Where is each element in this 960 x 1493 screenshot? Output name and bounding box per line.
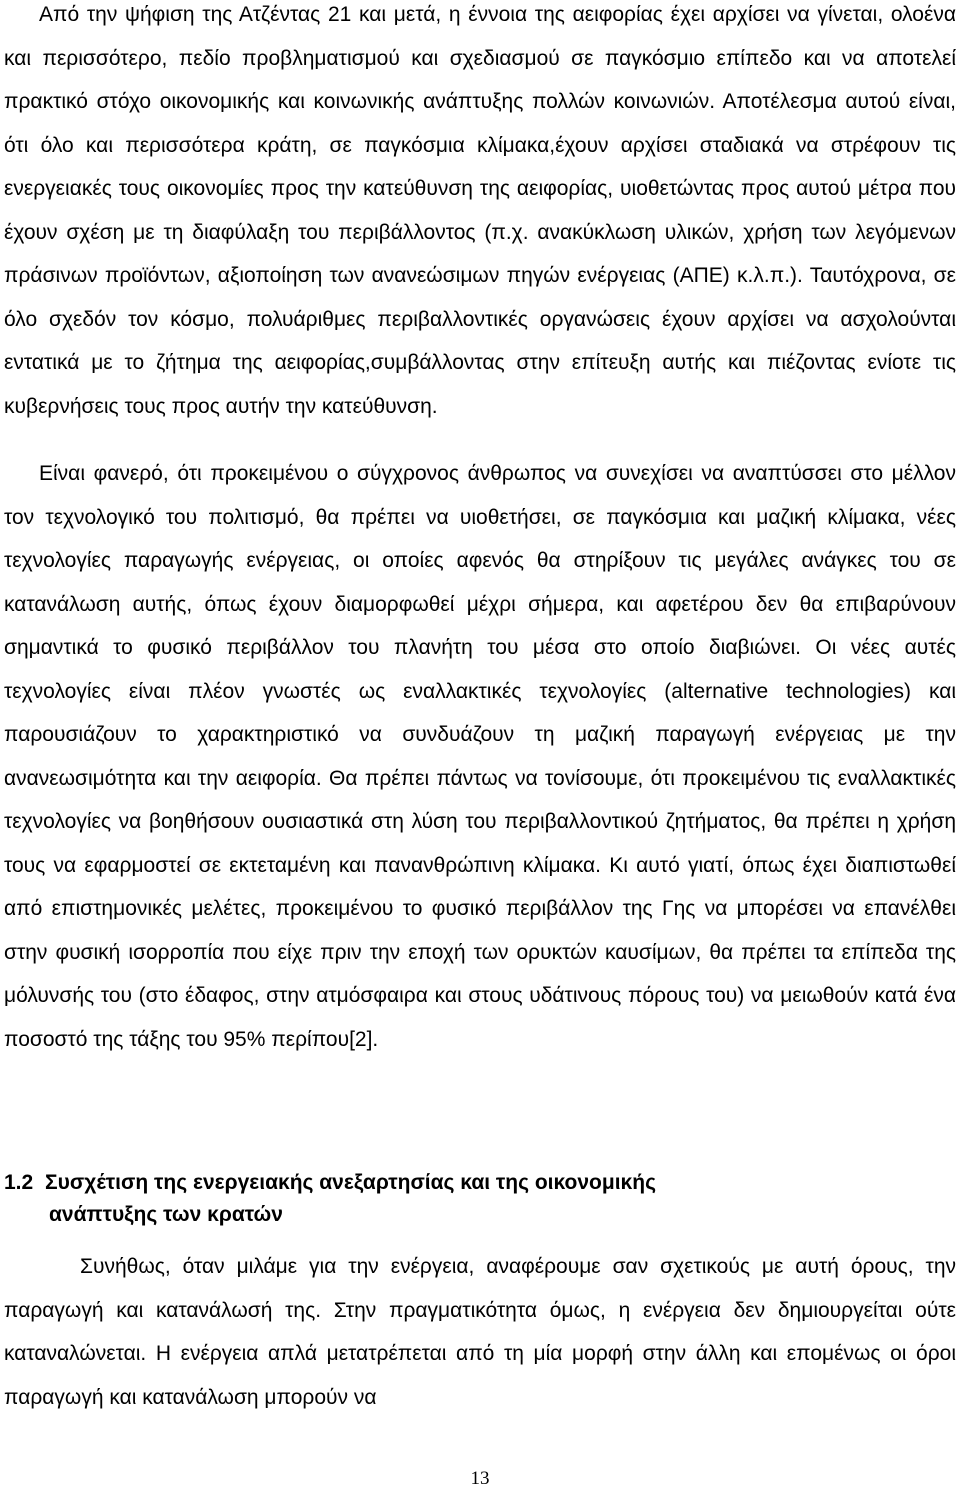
section-number: 1.2 [4, 1171, 34, 1194]
body-paragraph-energy-terms: Συνήθως, όταν μιλάμε για την ενέργεια, αναφέρουμε σαν σχετικούς με αυτή όρους, την παραγωγή και κατανάλωσή της. Στην πραγματικότητα όμως, η ενέργεια δεν δημιουργείται ούτε καταναλώνεται. Η ενέργεια απλά μετατρέπεται από τη μία μορφή στην άλλη και επομένως οι όροι παραγωγή και κατανάλωση μπορούν να [4, 1255, 956, 1409]
section-heading [4, 1167, 956, 1231]
page-number: 13 [470, 1468, 490, 1489]
body-paragraph-agenda21: Από την ψήφιση της Ατζέντας 21 και μετά, η έννοια της αειφορίας έχει αρχίσει να γίνεται, ολοένα και περισσότερο, πεδίο προβληματισμού και σχεδιασμού σε παγκόσμιο επίπεδο και να αποτελεί πρακτικό στόχο οικονομικής και κοινωνικής ανάπτυξης πολλών κοινωνιών. Αποτέλεσμα αυτού είναι, ότι όλο και περισσότερα κράτη, σε παγκόσμια κλίμακα,έχουν αρχίσει σταδιακά να στρέφουν τις ενεργειακές τους οικονομίες προς την κατεύθυνση της αειφορίας, υιοθετώντας προς αυτού μέτρα που έχουν σχέση με τη διαφύλαξη του περιβάλλοντος (π.χ. ανακύκλωση υλικών, χρήση των λεγόμενων πράσινων προϊόντων, αξιοποίηση των ανανεώσιμων πηγών ενέργειας (ΑΠΕ) κ.λ.π.). Ταυτόχρονα, σε όλο σχεδόν τον κόσμο, πολυάριθμες περιβαλλοντικές οργανώσεις έχουν αρχίσει να ασχολούνται εντατικά με το ζήτημα της αειφορίας,συμβάλλοντας στην επίτευξη αυτής και πιέζοντας ενίοτε τις κυβερνήσεις τους προς αυτήν την κατεύθυνση. [4, 3, 956, 418]
body-paragraph-alternative-technologies: Είναι φανερό, ότι προκειμένου ο σύγχρονος άνθρωπος να συνεχίσει να αναπτύσσει στο μέλλον τον τεχνολογικό του πολιτισμό, θα πρέπει να υιοθετήσει, σε παγκόσμια και μαζική κλίμακα, νέες τεχνολογίες παραγωγής ενέργειας, οι οποίες αφενός θα στηρίξουν τις μεγάλες ανάγκες του σε κατανάλωση αυτής, όπως έχουν διαμορφωθεί μέχρι σήμερα, και αφετέρου δεν θα επιβαρύνουν σημαντικά το φυσικό περιβάλλον του πλανήτη του μέσα στο οποίο διαβιώνει. Οι νέες αυτές τεχνολογίες είναι πλέον γνωστές ως εναλλακτικές τεχνολογίες (alternative technologies) και παρουσιάζουν το χαρακτηριστικό να συνδυάζουν τη μαζική παραγωγή ενέργειας με την ανανεωσιμότητα και την αειφορία. Θα πρέπει πάντως να τονίσουμε, ότι προκειμένου τις εναλλακτικές τεχνολογίες να βοηθήσουν ουσιαστικά στη λύση του περιβαλλοντικού ζητήματος, θα πρέπει η χρήση τους να εφαρμοστεί σε εκτεταμένη και πανανθρώπινη κλίμακα. Κι αυτό γιατί, όπως έχει διαπιστωθεί από επιστημονικές μελέτες, προκειμένου το φυσικό περιβάλλον της Γης να μπορέσει να επανέλθει στην φυσική ισορροπία που είχε πριν την εποχή των ορυκτών καυσίμων, θα πρέπει τα επίπεδα της μόλυνσής του (στο έδαφος, στην ατμόσφαιρα και στους υδάτινους πόρους του) να μειωθούν κατά ένα ποσοστό της τάξης του 95% περίπου[2]. [4, 462, 956, 1051]
section-title-line2: ανάπτυξης των κρατών [49, 1203, 283, 1226]
section-title-line1: Συσχέτιση της ενεργειακής ανεξαρτησίας και της οικονομικής [45, 1171, 657, 1194]
